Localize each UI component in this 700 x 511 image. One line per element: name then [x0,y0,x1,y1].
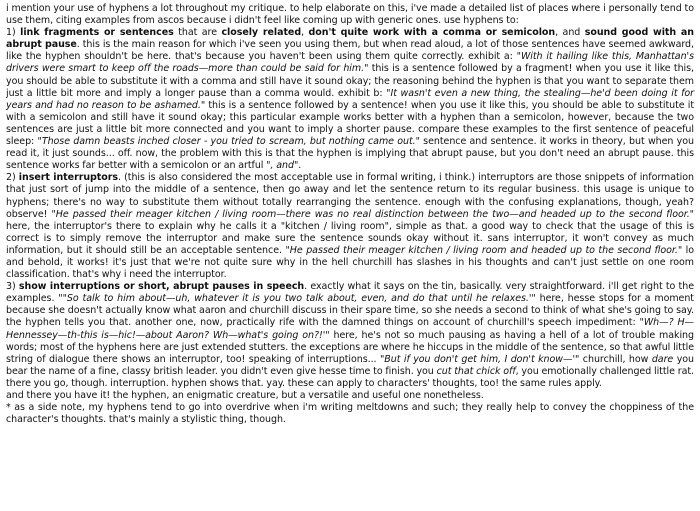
text-run: " this is a sentence followed by a fragment! when you use it like this, you should be able to substitute it with a comma and still have it sound okay; the reasoning behind the hyphen is that you want to separate them just a little bit more and imply a longer pause than a comma would. exhibit b: " [6,63,694,99]
footnote-paragraph: * as a side note, my hyphens tend to go into overdrive when i'm writing meltdowns and such; they really help to convey the choppiness of the character's thoughts. that's mainly a stylistic thing, though. [6,402,694,426]
quoted-example: Wh—? H—Hennessey—th-this is—hic!—about Aaron? Wh—what's going on?! [6,317,694,341]
text-run: '" here, hesse stops for a moment because she doesn't actually know what aaron and churchill discuss in their spare time, so she needs a second to think of what she's going to say. the hyphen tells you that. another one, now, practically rife with the damned things on account of churchill's speech impediment: " [6,293,694,329]
bold-phrase: insert interruptors [18,172,119,184]
quoted-example: dare [651,353,674,365]
point-number: 1) [6,27,21,39]
text-run: . exactly what it says on the tin, basically. very straightforward. i'll get right to the examples. "" [6,281,694,305]
text-run: '" here, he's not so much pausing as having a hell of a lot of trouble making words; most of the hyphens here are just extended stutters. the exceptions are where he hiccups in the middle of the sentence, so that awful little string of dialogue there shows an interruptor, too! speaking of interruptions... " [6,329,694,365]
quoted-example: cut that chick off [436,365,516,377]
quoted-example: With it hailing like this, Manhattan's drivers were smart to keep off the roads—more than could be said for him. [6,51,695,75]
point-1-paragraph [6,27,694,172]
bold-phrase: sound good with an abrupt pause [6,27,694,51]
text-run: you bear the name of a fine, classy british leader. you didn't even give hesse time to finish. you [6,353,694,377]
text-run: , and [555,27,585,39]
quoted-example: He passed their meager kitchen / living room and headed up to the second floor. [289,244,678,256]
quoted-example: It wasn't even a new thing, the stealing—he'd been doing it for years and had no reason to be ashamed. [6,87,694,111]
conclusion-paragraph: and there you have it! the hyphen, an enigmatic creature, but a versatile and useful one nonetheless. [6,390,484,401]
text-run: . (this is also considered the most acceptable use in formal writing, i think.) interruptors are those snippets of information that just sort of jump into the middle of a sentence, then go away and let the sentence return to its regular business. this usage is unique to hyphens; there's no way to substitute them without totally rearranging the sentence. enough with the confusing explanations, though, yeah? observe! " [6,172,694,220]
point-number: 2) [6,172,19,184]
text-run: '" churchill, how [572,353,652,365]
text-run: " this is a sentence followed by a sentence! when you use it like this, you should be able to substitute it with a semicolon and still have it sound okay; this particular example works better with a hyphen than a semicolon, however, because the two sentences are just a little bit more connected and you want to imply a shorter pause. compare these examples to the first sentence of peaceful sleep: " [6,99,694,148]
text-run: " sentence and sentence. it works in theory, but when you read it, it just sounds... off. now, the problem with this is that the hyphen is implying that abrupt pause, but you don't need an abrupt pause. this sentence works far better with a semicolon or an artful " [6,136,694,172]
text-run: " here, the interruptor's there to explain why he calls it a "kitchen / living room", simple as that. a good way to check that the usage of this is correct is to simply remove the interruptor and make sure the sentence sounds okay without it. sans interruptor, it won't convey as much information, but it should still be an acceptable sentence. " [6,208,694,256]
point-number: 3) [6,281,19,293]
text-run: " lo and behold, it works! it's just that we're not quite sure why in the hell churchill has slashes in his thoughts and can't just settle on one room classification. that's why i need the interruptor. [6,244,695,281]
bold-phrase: link fragments or sentences [20,27,174,39]
quoted-example: He passed their meager kitchen / living room—there was no real distinction between the two—and headed up to the second floor. [55,208,690,220]
text-run: , [301,27,309,39]
intro-paragraph: i mention your use of hyphens a lot throughout my critique. to help elaborate on this, i've made a detailed list of places where i personally tend to use them, citing examples from ascos because i didn't feel like coming up with generic ones. use hyphens to: [6,3,694,27]
point-3-paragraph [6,281,694,390]
quoted-example: , and [270,160,294,172]
bold-phrase: don't quite work with a comma or semicolon [308,27,556,39]
point-2-paragraph [6,172,694,281]
text-run: ". [293,160,302,172]
text-run: , you emotionally challenged little rat. there you go, though. interruption. hyphen shows that. yay. these can apply to characters' thoughts, too! the same rules apply. [6,365,694,389]
text-run: . this is the main reason for which i've seen you using them, but when read aloud, a lot of those sentences have seemed awkward, like the hyphen shouldn't be here. that's because you haven't been using them quite correctly. exhibit a: " [6,39,694,63]
quoted-example: Those damn beasts inched closer - you tried to scream, but nothing came out. [41,136,416,148]
text-run: that are [173,27,222,39]
bold-phrase: closely related [221,27,302,39]
quoted-example: But if you don't get him, I don't know— [384,353,573,365]
quoted-example: So talk to him about—uh, whatever it is you two talk about, even, and do that until he relaxes. [66,293,529,305]
bold-phrase: show interruptions or short, abrupt pauses in speech [18,281,305,293]
